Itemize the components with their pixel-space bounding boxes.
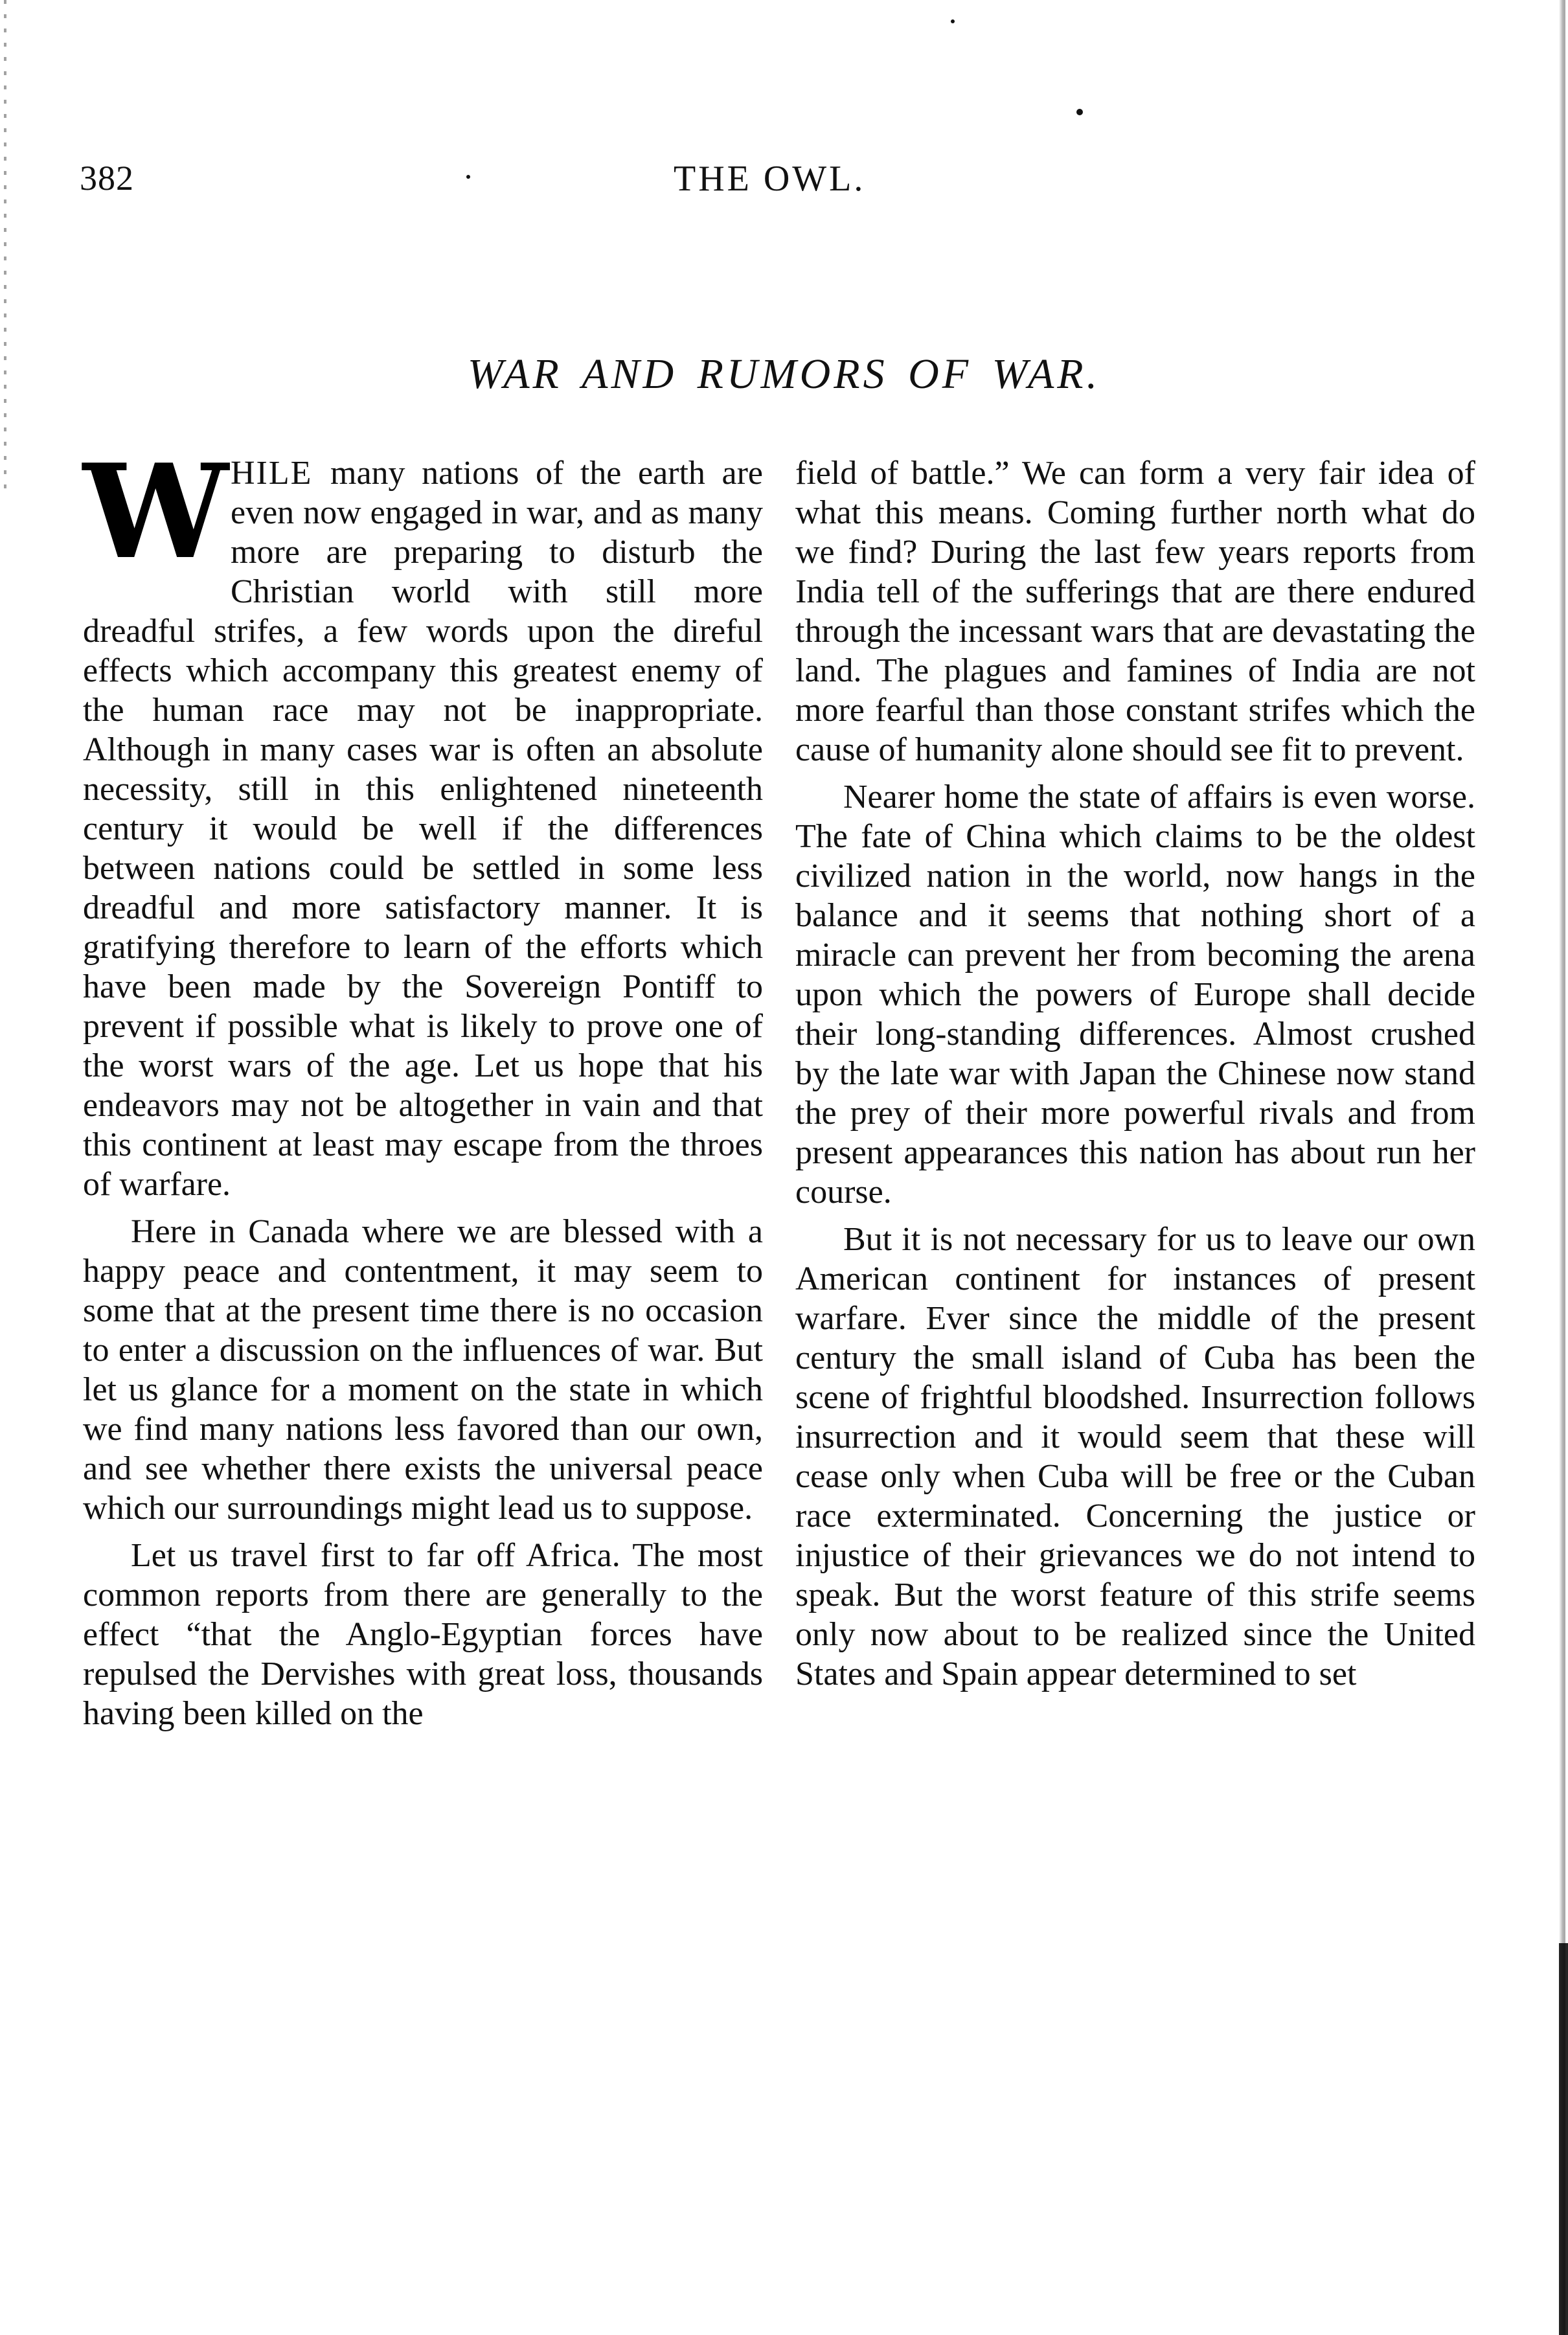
paragraph: field of battle.” We can form a very fair idea of what this means. Coming further north what do we find? During the last few years reports from India tell of the sufferings that are there endured through the incessant wars that are devastating the land. The plagues and famines of India are not more fearful than those constant strifes which the cause of humanity alone should see fit to prevent.: [795, 455, 1475, 768]
paragraph-text: many nations of the earth are even now engaged in war, and as many more are preparing to disturb the Christian world with still more dreadful strifes, a few words upon the direful effects which accompany this greatest enemy of the human race may not be inappropriate. Although in many cases war is often an absolute necessity, still in this enlightened nineteenth century it would be well if the differences between nations could be settled in some less dreadful and more satisfactory manner. It is gratifying therefore to learn of the efforts which have been made by the Sovereign Pontiff to prevent if possible what is likely to prove one of the worst wars of the age. Let us hope that his endeavors may not be altogether in vain and that this continent at least may escape from the throes of warfare.: [83, 455, 763, 1203]
paragraph: Nearer home the state of affairs is even worse. The fate of China which claims to be the oldest civilized nation in the world, now hangs in the balance and it seems that nothing short of a miracle can prevent her from becoming the arena upon which the powers of Europe shall decide their long-standing differences. Almost crushed by the late war with Japan the Chinese now stand the prey of their more powerful rivals and from present appearances this nation has about run her course.: [795, 779, 1475, 1211]
right-column: [795, 453, 1475, 1694]
scan-edge-left: [4, 0, 6, 492]
scan-edge-right-bottom: [1559, 1943, 1568, 2335]
paragraph: [83, 436, 763, 1204]
scan-speck: [951, 19, 955, 23]
running-title: THE OWL.: [674, 159, 866, 199]
paragraph: Here in Canada where we are blessed with a happy peace and contentment, it may seem to some that at the present time there is no occasion to enter a discussion on the influences of war. But let us glance for a moment on the state in which we find many nations less favored than our own, and see whether there exists the universal peace which our surroundings might lead us to suppose.: [83, 1213, 763, 1527]
drop-cap: W: [83, 436, 229, 588]
left-column: [83, 436, 763, 1733]
scan-speck: [466, 175, 470, 179]
scan-speck: [1076, 109, 1083, 115]
paragraph: Let us travel first to far off Africa. The most common reports from there are generally to the effect “that the Anglo-Egyptian forces have repulsed the Dervishes with great loss, thousands having been killed on the: [83, 1537, 763, 1732]
article-title: WAR AND RUMORS OF WAR.: [467, 350, 1101, 398]
drop-cap-lead-word: HILE: [231, 455, 330, 492]
paragraph: But it is not necessary for us to leave our own American continent for instances of present warfare. Ever since the middle of the present century the small island of Cuba has been the scene of frightful bloodshed. Insurrection follows insurrection and it would seem that these will cease only when Cuba will be free or the Cuban race exterminated. Concerning the justice or injustice of their grievances we do not intend to speak. But the worst feature of this strife seems only now about to be realized since the United States and Spain appear determined to set: [795, 1221, 1475, 1692]
page-number: 382: [80, 159, 134, 198]
